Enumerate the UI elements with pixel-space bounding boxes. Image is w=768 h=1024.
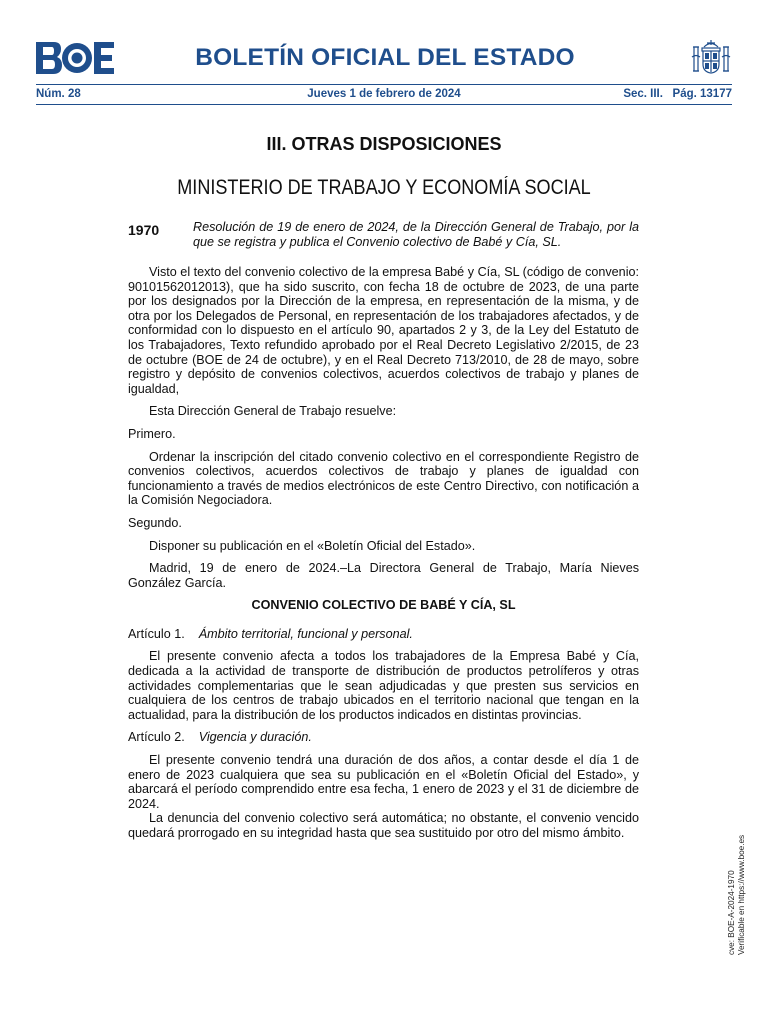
article-2-heading — [128, 730, 639, 745]
section-page: Sec. III. Pág. 13177 — [623, 88, 732, 100]
paragraph: La denuncia del convenio colectivo será automática; no obstante, el convenio vencido quedará prorrogado en su integridad hasta que sea sustituido por otro del mismo ámbito. — [128, 811, 639, 840]
article-1-heading — [128, 627, 639, 642]
article-label: Artículo 2. — [128, 730, 185, 745]
paragraph: El presente convenio tendrá una duración de dos años, a contar desde el día 1 de enero de 2023 cualquiera que sea su publicación en el «Boletín Oficial del Estado», y abarcará el período comprendido entre esa fecha, 1 enero de 2023 y el 31 de diciembre de 2024. — [128, 753, 639, 811]
heading-primero: Primero. — [128, 426, 176, 441]
issue-date: Jueves 1 de febrero de 2024 — [307, 88, 461, 100]
resolution-summary: Resolución de 19 de enero de 2024, de la Dirección General de Trabajo, por la que se registra y publica el Convenio colectivo de Babé y Cía, SL. — [193, 220, 639, 249]
cve-code: cve: BOE-A-2024-1970 — [727, 870, 736, 955]
document-body — [128, 265, 639, 849]
disposition-number: 1970 — [128, 222, 160, 238]
header-rule-bottom — [36, 104, 732, 105]
coat-of-arms-icon — [690, 37, 732, 79]
issue-number: Núm. 28 — [36, 88, 81, 100]
verification-url[interactable]: Verificable en https://www.boe.es — [737, 834, 746, 955]
article-label: Artículo 1. — [128, 626, 185, 641]
bulletin-title: BOLETÍN OFICIAL DEL ESTADO — [195, 44, 575, 71]
header-rule-top — [36, 84, 732, 85]
ministry-title: MINISTERIO DE TRABAJO Y ECONOMÍA SOCIAL — [177, 176, 591, 199]
article-title: Ámbito territorial, funcional y personal. — [198, 626, 413, 641]
signature-paragraph: Madrid, 19 de enero de 2024.–La Directora General de Trabajo, María Nieves González García. — [128, 561, 639, 590]
boe-logo — [36, 42, 114, 74]
paragraph: Disponer su publicación en el «Boletín Oficial del Estado». — [149, 538, 476, 553]
paragraph: Ordenar la inscripción del citado convenio colectivo en el correspondiente Registro de convenios colectivos, acuerdos colectivos de trabajo y planes de igualdad con funcionamiento a través de medios electrónicos de este Centro Directivo, con notificación a la Comisión Negociadora. — [128, 449, 639, 508]
paragraph: Esta Dirección General de Trabajo resuelve: — [149, 404, 397, 419]
paragraph: El presente convenio afecta a todos los trabajadores de la Empresa Babé y Cía, dedicada a la actividad de transporte de distribución de productos petrolíferos y otras actividades complementarias que le sean adjudicadas y que presten sus servicios en cualquiera de los centros de trabajo ubicados en el territorio nacional que tengan en la actualidad, para la distribución de los productos indicados en distintas provincias. — [128, 649, 639, 722]
convenio-title: CONVENIO COLECTIVO DE BABÉ Y CÍA, SL — [251, 598, 516, 613]
verification-note — [727, 835, 747, 955]
section-title: III. OTRAS DISPOSICIONES — [266, 134, 502, 154]
paragraph: Visto el texto del convenio colectivo de la empresa Babé y Cía, SL (código de convenio: 90101562012013), que ha sido suscrito, con fecha 18 de octubre de 2023, de una parte por los designados por la Dirección de la empresa, en representación de la misma, y de otra por los Delegados de Personal, en representación de los trabajadores afectados, y de conformidad con lo dispuesto en el artículo 90, apartados 2 y 3, de la Ley del Estatuto de los Trabajadores, Texto refundido aprobado por el Real Decreto Legislativo 2/2015, de 23 de octubre (BOE de 24 de octubre), y en el Real Decreto 713/2010, de 28 de mayo, sobre registro y depósito de convenios colectivos, acuerdos colectivos de trabajo y planes de igualdad, — [128, 265, 639, 396]
article-title: Vigencia y duración. — [198, 730, 312, 745]
heading-segundo: Segundo. — [128, 515, 182, 530]
